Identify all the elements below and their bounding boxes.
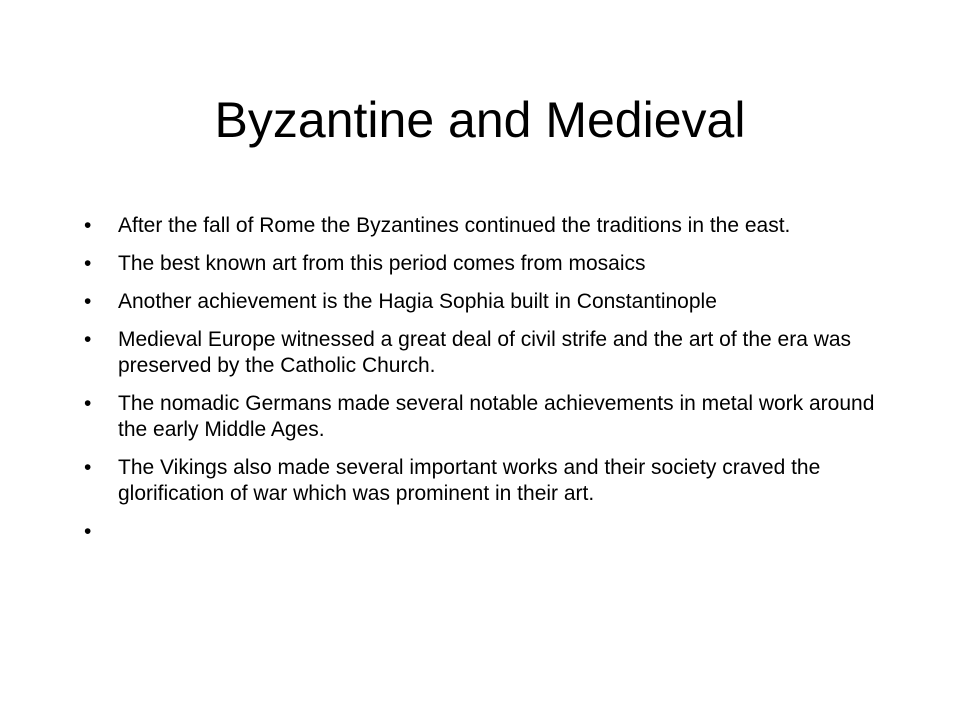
bullet-marker: • [84,214,92,237]
bullet-text: Another achievement is the Hagia Sophia built in Constantinople [118,290,717,313]
bullet-text: The best known art from this period comes from mosaics [118,252,646,275]
bullet-marker: • [84,456,92,479]
bullet-item [84,213,884,239]
bullet-marker: • [84,290,92,313]
bullet-marker: • [84,392,92,415]
bullet-item [84,251,884,277]
bullet-item [84,327,884,379]
slide-title: Byzantine and Medieval [214,92,746,148]
bullet-text: After the fall of Rome the Byzantines continued the traditions in the east. [118,214,791,237]
bullet-list [84,213,884,543]
bullet-item [84,391,884,443]
bullet-marker: • [84,520,92,543]
bullet-marker: • [84,328,92,351]
bullet-text: The Vikings also made several important works and their society craved the glorification of war which was prominent in their art. [118,456,821,505]
bullet-item [84,289,884,315]
bullet-item [84,455,884,507]
bullet-marker: • [84,252,92,275]
bullet-text: Medieval Europe witnessed a great deal of civil strife and the art of the era was preserved by the Catholic Church. [118,328,852,377]
bullet-text: The nomadic Germans made several notable achievements in metal work around the early Middle Ages. [118,392,875,441]
